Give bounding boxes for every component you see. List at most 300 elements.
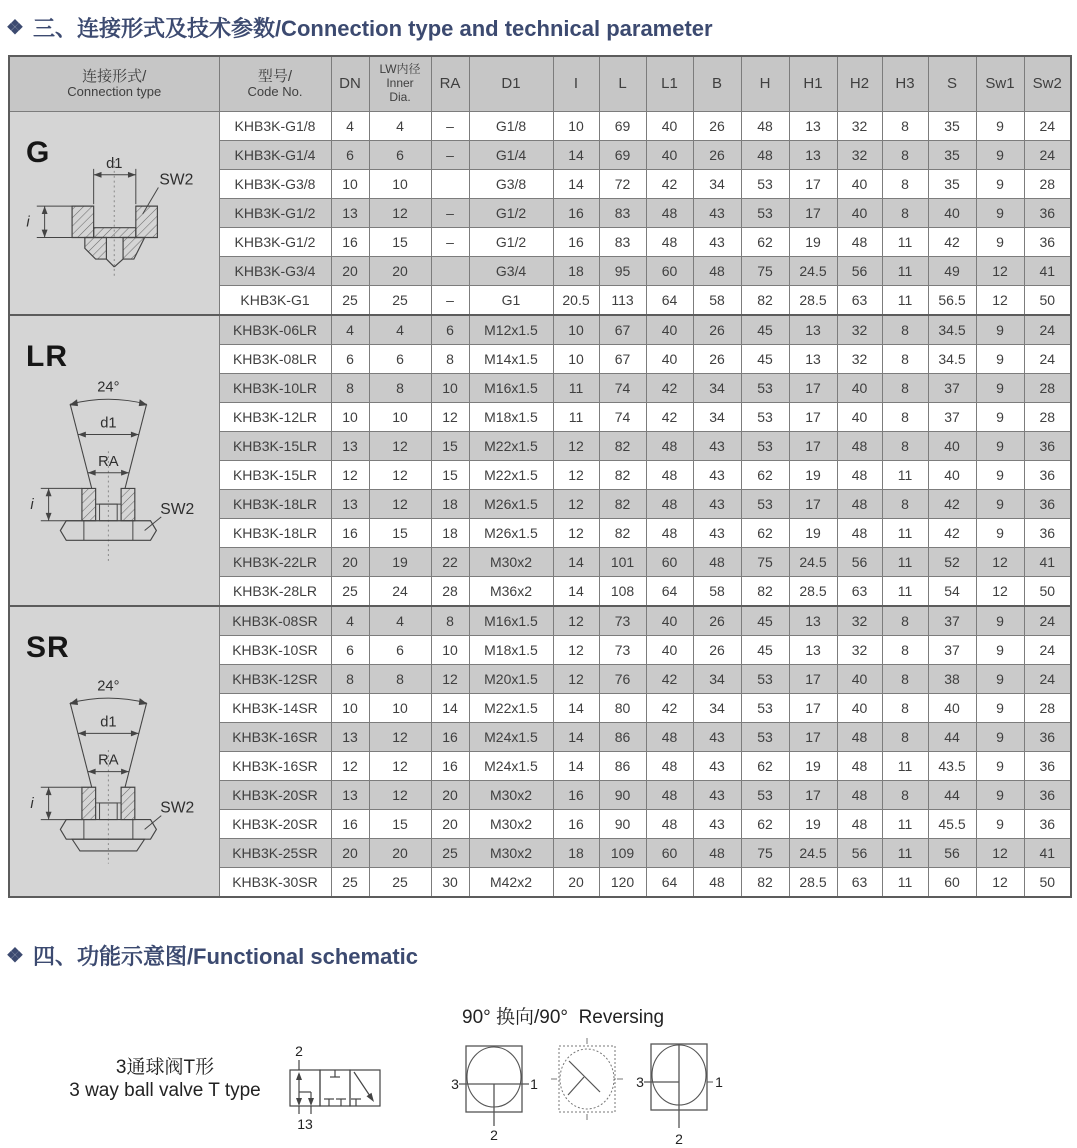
value-cell: 40 xyxy=(928,461,976,490)
value-cell: 41 xyxy=(1024,839,1071,868)
value-cell: 60 xyxy=(646,257,693,286)
ball-position-c xyxy=(635,1034,723,1146)
value-cell: 34 xyxy=(693,403,741,432)
value-cell: 109 xyxy=(599,839,646,868)
value-cell: 8 xyxy=(882,199,928,228)
code-cell: KHB3K-G1/4 xyxy=(219,141,331,170)
value-cell: 10 xyxy=(431,374,469,403)
value-cell: 9 xyxy=(976,112,1024,141)
value-cell: 22 xyxy=(431,548,469,577)
value-cell: 75 xyxy=(741,839,789,868)
value-cell: 26 xyxy=(693,112,741,141)
value-cell: – xyxy=(431,141,469,170)
value-cell: – xyxy=(431,228,469,257)
value-cell: 48 xyxy=(646,432,693,461)
value-cell: 48 xyxy=(646,519,693,548)
value-cell: M22x1.5 xyxy=(469,432,553,461)
code-cell: KHB3K-18LR xyxy=(219,519,331,548)
value-cell: 12 xyxy=(369,461,431,490)
value-cell: 69 xyxy=(599,112,646,141)
value-cell: 4 xyxy=(369,315,431,345)
value-cell: 20.5 xyxy=(553,286,599,316)
value-cell: 4 xyxy=(369,606,431,636)
value-cell: 63 xyxy=(837,286,882,316)
value-cell: 32 xyxy=(837,315,882,345)
column-header: H xyxy=(741,56,789,112)
value-cell: 9 xyxy=(976,170,1024,199)
value-cell: 25 xyxy=(369,286,431,316)
dim-sw2-label: SW2 xyxy=(160,799,195,817)
value-cell: 8 xyxy=(882,490,928,519)
value-cell: 36 xyxy=(1024,490,1071,519)
value-cell: 53 xyxy=(741,665,789,694)
value-cell: 30 xyxy=(431,868,469,898)
lr-port-diagram xyxy=(10,316,219,605)
value-cell: 43 xyxy=(693,723,741,752)
value-cell: 12 xyxy=(976,868,1024,898)
value-cell: 19 xyxy=(789,228,837,257)
port-right-label: 1 xyxy=(715,1074,723,1090)
value-cell: 62 xyxy=(741,519,789,548)
value-cell: 43 xyxy=(693,519,741,548)
code-cell: KHB3K-G1/2 xyxy=(219,228,331,257)
value-cell: 16 xyxy=(331,519,369,548)
value-cell: 14 xyxy=(553,723,599,752)
value-cell: 41 xyxy=(1024,548,1071,577)
value-cell: 69 xyxy=(599,141,646,170)
value-cell: 42 xyxy=(646,170,693,199)
value-cell: 40 xyxy=(646,315,693,345)
value-cell: – xyxy=(431,199,469,228)
ball-position-transition xyxy=(543,1036,631,1142)
value-cell: M18x1.5 xyxy=(469,636,553,665)
value-cell: 53 xyxy=(741,170,789,199)
value-cell: 48 xyxy=(837,490,882,519)
dim-angle-label: 24° xyxy=(97,379,120,396)
code-cell: KHB3K-G3/8 xyxy=(219,170,331,199)
value-cell: 10 xyxy=(331,403,369,432)
value-cell: 8 xyxy=(882,315,928,345)
value-cell: 34 xyxy=(693,665,741,694)
value-cell: 72 xyxy=(599,170,646,199)
value-cell: 53 xyxy=(741,403,789,432)
value-cell: 53 xyxy=(741,490,789,519)
value-cell: 37 xyxy=(928,606,976,636)
value-cell: 95 xyxy=(599,257,646,286)
value-cell: 40 xyxy=(837,665,882,694)
value-cell: G1/8 xyxy=(469,112,553,141)
value-cell: 10 xyxy=(369,694,431,723)
value-cell: 13 xyxy=(331,781,369,810)
value-cell: 8 xyxy=(431,345,469,374)
value-cell: 73 xyxy=(599,636,646,665)
value-cell: 4 xyxy=(331,606,369,636)
value-cell: 10 xyxy=(553,112,599,141)
code-cell: KHB3K-10SR xyxy=(219,636,331,665)
value-cell: 48 xyxy=(693,257,741,286)
value-cell: 90 xyxy=(599,781,646,810)
code-cell: KHB3K-16SR xyxy=(219,723,331,752)
value-cell: 19 xyxy=(789,519,837,548)
value-cell: 14 xyxy=(553,752,599,781)
value-cell: 8 xyxy=(882,636,928,665)
value-cell: 49 xyxy=(928,257,976,286)
value-cell: 101 xyxy=(599,548,646,577)
value-cell: 24 xyxy=(1024,606,1071,636)
value-cell: 34 xyxy=(693,374,741,403)
dim-sw2-label: SW2 xyxy=(160,500,195,518)
code-cell: KHB3K-16SR xyxy=(219,752,331,781)
code-cell: KHB3K-20SR xyxy=(219,781,331,810)
value-cell: 32 xyxy=(837,141,882,170)
value-cell: 12 xyxy=(369,199,431,228)
value-cell: 76 xyxy=(599,665,646,694)
column-header: 型号/ Code No. xyxy=(219,56,331,112)
value-cell: 53 xyxy=(741,781,789,810)
value-cell: 28 xyxy=(1024,170,1071,199)
value-cell: 13 xyxy=(331,723,369,752)
value-cell: 36 xyxy=(1024,519,1071,548)
value-cell: 13 xyxy=(331,490,369,519)
connection-type-cell-g xyxy=(9,112,219,316)
value-cell: 64 xyxy=(646,286,693,316)
value-cell: 20 xyxy=(331,839,369,868)
value-cell: 43 xyxy=(693,199,741,228)
value-cell: M24x1.5 xyxy=(469,752,553,781)
value-cell: 42 xyxy=(646,665,693,694)
valve-type-label-zh: 3通球阀T形 xyxy=(115,1057,215,1078)
value-cell: 53 xyxy=(741,723,789,752)
value-cell: M14x1.5 xyxy=(469,345,553,374)
value-cell: 56.5 xyxy=(928,286,976,316)
reversing-title: 90° 换向/90° Reversing xyxy=(462,1007,665,1028)
value-cell: 8 xyxy=(882,112,928,141)
value-cell: 8 xyxy=(882,606,928,636)
sr-port-diagram xyxy=(10,607,219,896)
value-cell: 8 xyxy=(882,665,928,694)
value-cell: 12 xyxy=(553,665,599,694)
code-cell: KHB3K-30SR xyxy=(219,868,331,898)
value-cell: 17 xyxy=(789,665,837,694)
value-cell: 36 xyxy=(1024,199,1071,228)
value-cell: 64 xyxy=(646,868,693,898)
value-cell: 20 xyxy=(553,868,599,898)
value-cell: 20 xyxy=(431,810,469,839)
value-cell: 24.5 xyxy=(789,548,837,577)
value-cell: 48 xyxy=(646,490,693,519)
value-cell: 8 xyxy=(369,665,431,694)
value-cell: 42 xyxy=(646,694,693,723)
value-cell: 42 xyxy=(646,374,693,403)
value-cell: 8 xyxy=(882,723,928,752)
value-cell: 8 xyxy=(331,665,369,694)
value-cell: 82 xyxy=(599,490,646,519)
value-cell: 8 xyxy=(882,374,928,403)
value-cell: 48 xyxy=(646,228,693,257)
value-cell: 43 xyxy=(693,432,741,461)
value-cell: 25 xyxy=(369,868,431,898)
value-cell: 11 xyxy=(882,577,928,607)
value-cell: 36 xyxy=(1024,752,1071,781)
value-cell: 19 xyxy=(789,810,837,839)
value-cell: 48 xyxy=(837,432,882,461)
value-cell: 50 xyxy=(1024,286,1071,316)
group-label-sr: SR xyxy=(26,631,70,664)
value-cell: 40 xyxy=(928,199,976,228)
value-cell: 53 xyxy=(741,374,789,403)
value-cell: 10 xyxy=(553,345,599,374)
code-cell: KHB3K-14SR xyxy=(219,694,331,723)
section4-title xyxy=(6,940,418,971)
value-cell: 12 xyxy=(553,490,599,519)
port-right-label: 1 xyxy=(530,1076,538,1092)
value-cell: 17 xyxy=(789,490,837,519)
dim-i-label: i xyxy=(30,496,34,513)
value-cell: 16 xyxy=(553,781,599,810)
value-cell: 10 xyxy=(431,636,469,665)
value-cell: 28 xyxy=(1024,374,1071,403)
value-cell: 17 xyxy=(789,432,837,461)
value-cell: 82 xyxy=(599,432,646,461)
value-cell: 14 xyxy=(431,694,469,723)
value-cell: 9 xyxy=(976,723,1024,752)
value-cell: 9 xyxy=(976,228,1024,257)
value-cell: 90 xyxy=(599,810,646,839)
value-cell: 16 xyxy=(553,228,599,257)
value-cell: 26 xyxy=(693,606,741,636)
table-row xyxy=(9,606,1071,636)
value-cell: 6 xyxy=(369,636,431,665)
value-cell: 11 xyxy=(882,228,928,257)
column-header: RA xyxy=(431,56,469,112)
value-cell: 28 xyxy=(431,577,469,607)
value-cell: M36x2 xyxy=(469,577,553,607)
section-diamond-icon: ❖ xyxy=(6,944,24,967)
value-cell: 37 xyxy=(928,636,976,665)
column-header: 连接形式/ Connection type xyxy=(9,56,219,112)
value-cell: G3/4 xyxy=(469,257,553,286)
valve-type-label-en: 3 way ball valve T type xyxy=(69,1080,261,1102)
value-cell: 44 xyxy=(928,723,976,752)
value-cell: 18 xyxy=(431,490,469,519)
value-cell: 9 xyxy=(976,519,1024,548)
value-cell: M30x2 xyxy=(469,781,553,810)
code-cell: KHB3K-G1 xyxy=(219,286,331,316)
value-cell: 25 xyxy=(431,839,469,868)
column-header: D1 xyxy=(469,56,553,112)
code-cell: KHB3K-15LR xyxy=(219,432,331,461)
value-cell: 28.5 xyxy=(789,286,837,316)
value-cell: 60 xyxy=(928,868,976,898)
value-cell: 56 xyxy=(837,257,882,286)
value-cell: 36 xyxy=(1024,723,1071,752)
valve-port-top-label: 2 xyxy=(295,1043,303,1059)
value-cell: 12 xyxy=(976,577,1024,607)
column-header: H3 xyxy=(882,56,928,112)
parameter-table-body xyxy=(9,112,1071,898)
value-cell: 9 xyxy=(976,432,1024,461)
value-cell: 62 xyxy=(741,752,789,781)
column-header: S xyxy=(928,56,976,112)
code-cell: KHB3K-12LR xyxy=(219,403,331,432)
value-cell: 86 xyxy=(599,723,646,752)
value-cell: 43 xyxy=(693,461,741,490)
value-cell: 36 xyxy=(1024,432,1071,461)
dim-ra-label: RA xyxy=(98,453,119,470)
value-cell: M30x2 xyxy=(469,810,553,839)
value-cell: 9 xyxy=(976,606,1024,636)
value-cell: 20 xyxy=(369,839,431,868)
value-cell: 42 xyxy=(928,490,976,519)
value-cell: 12 xyxy=(369,432,431,461)
table-row xyxy=(9,315,1071,345)
value-cell: 12 xyxy=(369,490,431,519)
value-cell: 16 xyxy=(553,199,599,228)
value-cell: 9 xyxy=(976,636,1024,665)
value-cell: 48 xyxy=(837,519,882,548)
value-cell: M26x1.5 xyxy=(469,490,553,519)
value-cell: 17 xyxy=(789,374,837,403)
value-cell: 34 xyxy=(693,170,741,199)
table-row xyxy=(9,112,1071,141)
code-cell: KHB3K-22LR xyxy=(219,548,331,577)
value-cell: 9 xyxy=(976,781,1024,810)
value-cell: 52 xyxy=(928,548,976,577)
value-cell: 13 xyxy=(331,432,369,461)
value-cell: 13 xyxy=(789,112,837,141)
value-cell: 11 xyxy=(553,374,599,403)
value-cell: 62 xyxy=(741,810,789,839)
value-cell: 9 xyxy=(976,665,1024,694)
value-cell: 32 xyxy=(837,112,882,141)
value-cell: 18 xyxy=(431,519,469,548)
value-cell: 48 xyxy=(693,868,741,898)
column-header: Sw1 xyxy=(976,56,1024,112)
value-cell: 11 xyxy=(882,461,928,490)
value-cell: 82 xyxy=(599,461,646,490)
value-cell: 20 xyxy=(431,781,469,810)
connection-type-cell-sr xyxy=(9,606,219,897)
value-cell: 60 xyxy=(646,548,693,577)
value-cell: 15 xyxy=(431,432,469,461)
column-header: Sw2 xyxy=(1024,56,1071,112)
value-cell: 26 xyxy=(693,141,741,170)
value-cell: 120 xyxy=(599,868,646,898)
value-cell: 25 xyxy=(331,577,369,607)
value-cell: 12 xyxy=(431,665,469,694)
value-cell: 34.5 xyxy=(928,315,976,345)
value-cell: 58 xyxy=(693,577,741,607)
value-cell: 50 xyxy=(1024,577,1071,607)
value-cell: 43 xyxy=(693,228,741,257)
value-cell: 40 xyxy=(928,694,976,723)
value-cell: 14 xyxy=(553,141,599,170)
dim-sw2-label: SW2 xyxy=(159,171,194,189)
dim-i-label: i xyxy=(30,795,34,812)
value-cell: 14 xyxy=(553,548,599,577)
value-cell: 54 xyxy=(928,577,976,607)
section3-title xyxy=(6,12,713,43)
value-cell: 16 xyxy=(331,810,369,839)
code-cell: KHB3K-15LR xyxy=(219,461,331,490)
value-cell: 8 xyxy=(882,432,928,461)
value-cell: 41 xyxy=(1024,257,1071,286)
header-row xyxy=(9,56,1071,112)
value-cell: M22x1.5 xyxy=(469,694,553,723)
value-cell: M22x1.5 xyxy=(469,461,553,490)
value-cell: 24 xyxy=(1024,636,1071,665)
value-cell: G1/2 xyxy=(469,228,553,257)
column-header: H2 xyxy=(837,56,882,112)
value-cell: 19 xyxy=(789,752,837,781)
value-cell: M16x1.5 xyxy=(469,606,553,636)
value-cell: 8 xyxy=(331,374,369,403)
value-cell: 10 xyxy=(369,170,431,199)
value-cell: 58 xyxy=(693,286,741,316)
value-cell: 32 xyxy=(837,636,882,665)
connection-type-cell-lr xyxy=(9,315,219,606)
value-cell: 40 xyxy=(928,432,976,461)
value-cell: 6 xyxy=(431,315,469,345)
code-cell: KHB3K-08LR xyxy=(219,345,331,374)
value-cell: 45 xyxy=(741,606,789,636)
value-cell: 17 xyxy=(789,723,837,752)
value-cell xyxy=(431,257,469,286)
value-cell: 17 xyxy=(789,199,837,228)
value-cell: 73 xyxy=(599,606,646,636)
value-cell: 37 xyxy=(928,403,976,432)
value-cell: 75 xyxy=(741,548,789,577)
value-cell: 11 xyxy=(882,257,928,286)
value-cell: 48 xyxy=(693,548,741,577)
value-cell: 12 xyxy=(976,257,1024,286)
value-cell: M42x2 xyxy=(469,868,553,898)
value-cell: 43 xyxy=(693,810,741,839)
value-cell: 48 xyxy=(741,112,789,141)
value-cell: 24.5 xyxy=(789,257,837,286)
value-cell: 36 xyxy=(1024,228,1071,257)
value-cell: 12 xyxy=(369,781,431,810)
value-cell: 43 xyxy=(693,752,741,781)
value-cell: 24 xyxy=(1024,112,1071,141)
value-cell: M26x1.5 xyxy=(469,519,553,548)
value-cell: 24 xyxy=(1024,315,1071,345)
value-cell: 28.5 xyxy=(789,868,837,898)
section4-title-text: 四、功能示意图/Functional schematic xyxy=(32,944,418,969)
value-cell: M16x1.5 xyxy=(469,374,553,403)
value-cell: 20 xyxy=(331,548,369,577)
value-cell: 56 xyxy=(837,548,882,577)
value-cell: 56 xyxy=(837,839,882,868)
value-cell: 48 xyxy=(646,810,693,839)
value-cell: 6 xyxy=(369,345,431,374)
value-cell: 48 xyxy=(741,141,789,170)
value-cell: 28 xyxy=(1024,694,1071,723)
value-cell: 8 xyxy=(882,170,928,199)
value-cell: 11 xyxy=(882,519,928,548)
value-cell: 82 xyxy=(741,868,789,898)
value-cell: 40 xyxy=(646,112,693,141)
value-cell: 15 xyxy=(369,519,431,548)
value-cell: – xyxy=(431,112,469,141)
value-cell: 48 xyxy=(837,752,882,781)
value-cell: 15 xyxy=(369,228,431,257)
value-cell: 12 xyxy=(553,606,599,636)
value-cell: 35 xyxy=(928,112,976,141)
value-cell: 8 xyxy=(882,345,928,374)
value-cell: 17 xyxy=(789,694,837,723)
value-cell: 48 xyxy=(646,781,693,810)
